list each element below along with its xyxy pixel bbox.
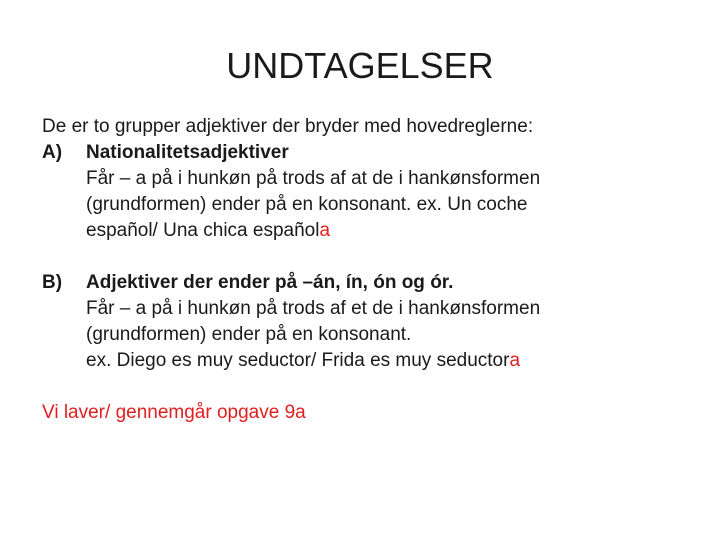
list-item-b <box>42 270 702 374</box>
item-letter: B) <box>42 272 63 293</box>
spacer <box>42 374 702 400</box>
spacer <box>42 244 702 270</box>
item-example <box>86 218 702 244</box>
item-heading: Nationalitetsadjektiver <box>86 142 289 163</box>
feminine-ending: a <box>319 220 331 241</box>
feminine-ending: a <box>509 350 521 371</box>
footer-note: Vi laver/ gennemgår opgave 9a <box>42 402 306 423</box>
item-line: Får – a på i hunkøn på trods af at de i hankønsformen <box>86 168 541 189</box>
item-line: (grundformen) ender på en konsonant. <box>86 324 412 345</box>
item-letter: A) <box>42 142 63 163</box>
item-example <box>86 348 702 374</box>
item-heading: Adjektiver der ender på –án, ín, ón og ór. <box>86 272 454 293</box>
intro-text: De er to grupper adjektiver der bryder med hovedreglerne: <box>42 116 534 137</box>
item-line: Får – a på i hunkøn på trods af et de i hankønsformen <box>86 298 541 319</box>
item-line: (grundformen) ender på en konsonant. ex. Un coche <box>86 194 528 215</box>
slide-title: UNDTAGELSER <box>226 45 494 86</box>
example-text: ex. Diego es muy seductor/ Frida es muy seductor <box>86 350 510 371</box>
list-item-a <box>42 140 702 244</box>
slide-body <box>42 114 702 426</box>
example-text: español/ Una chica español <box>86 220 320 241</box>
